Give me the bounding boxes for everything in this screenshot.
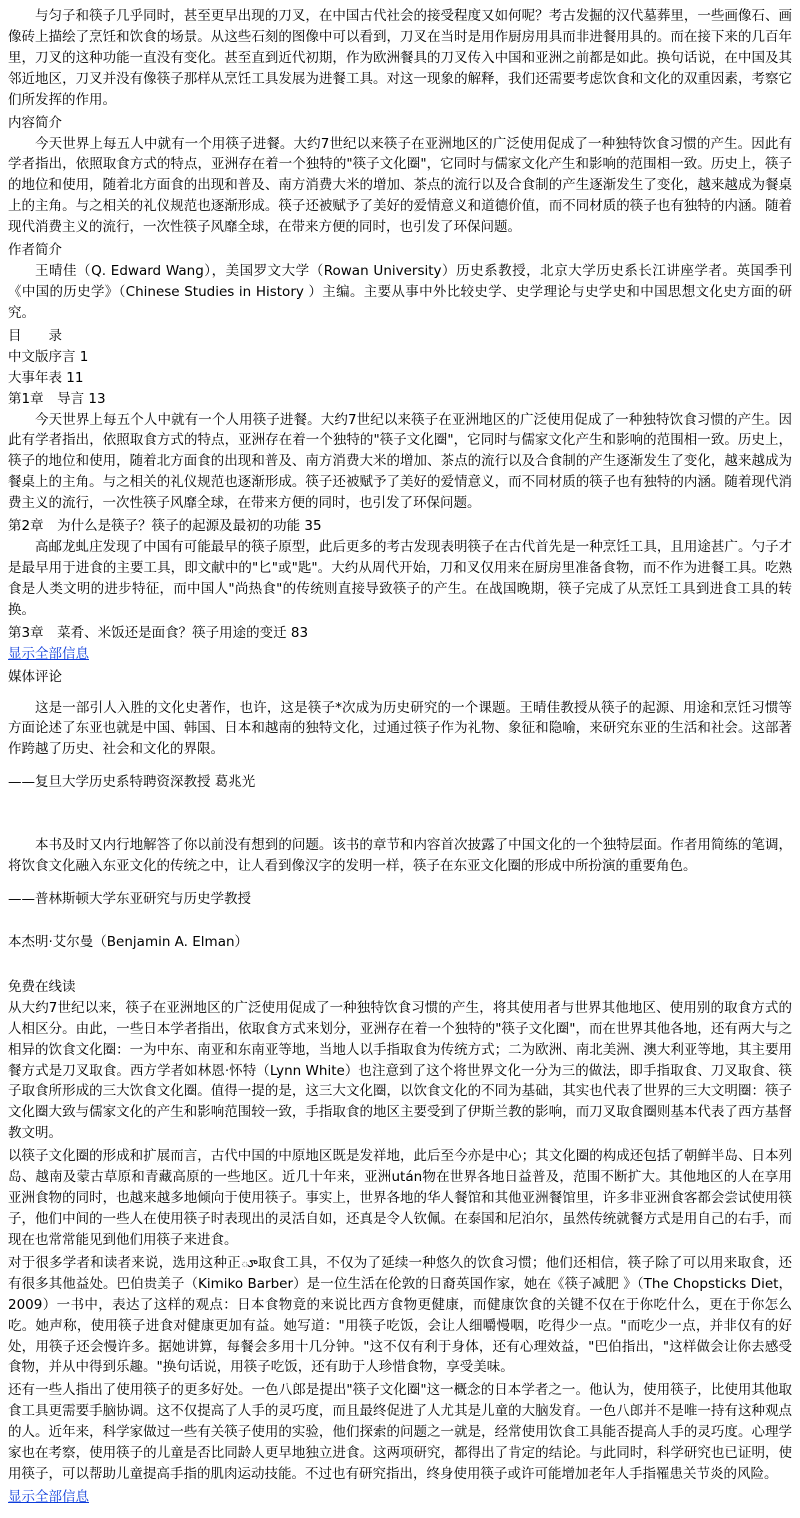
section-heading-content-intro: 内容简介 [8, 114, 62, 131]
spacer [8, 762, 792, 772]
media-review-attribution-2: ——普林斯顿大学东亚研究与历史学教授 [8, 891, 251, 908]
spacer [8, 910, 792, 932]
toc-entry-chapter-1: 第1章 导言 13 [8, 390, 106, 407]
free-read-paragraph-2: 以筷子文化圈的形成和扩展而言，古代中国的中原地区既是发祥地，此后至今亦是中心；其文化圈的构成还包括了朝鲜半岛、日本列岛、越南及蒙古草原和青藏高原的一些地区。近几十年来，亚洲után物在世界各地日益普及，范围不断扩大。其他地区的人在享用亚洲食物的同时，也越来越多地倾向于使用筷子。事实上，世界各地的华人餐馆和其他亚洲餐馆里，许多非亚洲食客都会尝试使用筷子，他们中间的一些人在使用筷子时表现出的灵活自如，还真是令人钦佩。在泰国和尼泊尔，虽然传统就餐方式是用自己的右手，而现在也常常能见到他们用筷子来进食。 [8, 1148, 792, 1248]
free-read-paragraph-3: 对于很多学者和读者来说，选用这种正ూ取食工具，不仅为了延续一种悠久的饮食习惯；他们还相信，筷子除了可以用来取食，还有很多其他益处。巴伯贵美子（Kimiko Barber）是一位生活在伦敦的日裔英国作家，她在《筷子减肥 》（The Chopsticks Diet，2009）一书中，表达了这样的观点：日本食物竟的来说比西方食物更健康，而健康饮食的关键不仅在于你吃什么，更在于你怎么吃。她声称，使用筷子进食对健康更加有益。她写道："用筷子吃饭，会让人细嚼慢咽，吃得少一点。"而吃少一点，并非仅有的好处，用筷子还会慢许多。据她讲算，每餐会多用十几分钟。"这不仅有利于身体，还有心理效益，"巴伯指出，"这样做会让你去感受食物，并从中得到乐趣。"换句话说，用筷子吃饭，还有助于人珍惜食物，享受美味。 [8, 1254, 792, 1376]
chapter-1-summary: 今天世界上每五个人中就有一个人用筷子进餐。大约7世纪以来筷子在亚洲地区的广泛使用促成了一种独特饮食习惯的产生。因此有学者指出，依照取食方式的特点，亚洲存在着一个独特的"筷子文化圈"，它同时与儒家文化产生和影响的范围相一致。历史上，筷子的地位和使用，随着北方面食的出现和普及、南方消费大米的增加、茶点的流行以及合食制的产生逐渐发生了变化，越来越成为餐桌上的主角。与之相关的礼仪规范也逐渐形成。筷子还被赋予了美好的爱情意义，而不同材质的筷子也有独特的内涵。随着现代消费主义的流行，一次性筷子风靡全球，在带来方便的同时，也引发了环保问题。 [8, 411, 792, 512]
media-review-attribution-2-name: 本杰明·艾尔曼（Benjamin A. Elman） [8, 933, 249, 950]
free-read-paragraph-1: 从大约7世纪以来，筷子在亚洲地区的广泛使用促成了一种独特饮食习惯的产生，将其使用者与世界其他地区、使用别的取食方式的人相区分。由此，一些日本学者指出，依取食方式来划分，亚洲存在着一个独特的"筷子文化圈"，而在世界其他各地，还有两大与之相异的饮食文化圈：一为中东、南亚和东南亚等地，当地人以手指取食为传统方式；二为欧洲、南北美洲、澳大利亚等地，其主要用餐方式是刀叉取食。西方学者如林恩·怀特（Lynn White）也注意到了这个将世界文化一分为三的做法，即手指取食、刀叉取食、筷子取食所形成的三大饮食文化圈。值得一提的是，这三大文化圈，以饮食文化的不同为基础，其实也代表了世界的三大文明圈：筷子文化圈大致与儒家文化的产生和影响范围较一致，手指取食的地区主要受到了伊斯兰教的影响，而刀叉取食圈则基本代表了西方基督教文明。 [8, 999, 792, 1142]
show-all-info-link-free-read[interactable]: 显示全部信息 [8, 1489, 89, 1505]
spacer [8, 953, 792, 975]
content-intro-paragraph: 今天世界上每五人中就有一个用筷子进餐。大约7世纪以来筷子在亚洲地区的广泛使用促成了一种独特饮食习惯的产生。因此有学者指出，依照取食方式的特点，亚洲存在着一个独特的"筷子文化圈"，它同时与儒家文化产生和影响的范围相一致。历史上，筷子的地位和使用，随着北方面食的出现和普及、南方消费大米的增加、茶点的流行以及合食制的产生逐渐发生了变化，越来越成为餐桌上的主角。与之相关的礼仪规范也逐渐形成。筷子还被赋予了美好的爱情意义和道德价值，而不同材质的筷子也有独特的内涵。随着现代消费主义的流行，一次性筷子风靡全球，在带来方便的同时，也引发了环保问题。 [8, 135, 792, 236]
spacer [8, 688, 792, 698]
chapter-2-summary: 高邮龙虬庄发现了中国有可能最早的筷子原型，此后更多的考古发现表明筷子在古代首先是一种烹饪工具，且用途甚广。勺子才是最早用于进食的主要工具，即文献中的"匕"或"匙"。大约从周代开始，刀和叉仅用来在厨房里准备食物，而不作为进餐工具。吃熟食是人类文明的进步特征，而中国人"尚热食"的传统则直接导致筷子的产生。在战国晚期，筷子完成了从烹饪工具到进食工具的转换。 [8, 539, 792, 618]
spacer [8, 879, 792, 889]
section-heading-author-intro: 作者简介 [8, 242, 62, 259]
toc-heading: 目 录 [8, 327, 62, 344]
toc-entry-chronology: 大事年表 11 [8, 369, 84, 386]
toc-entry-chapter-3: 第3章 菜肴、米饭还是面食？筷子用途的变迁 83 [8, 624, 309, 641]
media-review-paragraph-2: 本书及时又内行地解答了你以前没有想到的问题。该书的章节和内容首次披露了中国文化的一个独特层面。作者用简练的笔调，将饮食文化融入东亚文化的传统之中，让人看到像汉字的发明一样，筷子在东亚文化圈的形成中所扮演的重要角色。 [8, 837, 792, 875]
spacer [8, 793, 792, 835]
toc-entry-preface: 中文版序言 1 [8, 348, 89, 365]
free-read-paragraph-4: 还有一些人指出了使用筷子的更多好处。一色八郎是提出"筷子文化圈"这一概念的日本学者之一。他认为，使用筷子，比使用其他取食工具更需要手脑协调。这不仅提高了人手的灵巧度，而且最终促进了人尤其是儿童的大脑发育。一色八郎并不是唯一持有这种观点的人。近年来，科学家做过一些有关筷子使用的实验，他们探索的问题之一就是，经常使用饮食工具能否提高人手的灵巧度。心理学家也在考察，使用筷子的儿童是否比同龄人更早地独立进食。这两项研究，都得出了肯定的结论。与此同时，科学研究也已证明，使用筷子，可以帮助儿童提高手指的肌肉运动技能。不过也有研究指出，终身使用筷子或许可能增加老年人手指罹患关节炎的风险。 [8, 1382, 792, 1483]
author-intro-paragraph: 王晴佳（Q. Edward Wang），美国罗文大学（Rowan University）历史系教授，北京大学历史系长江讲座学者。英国季刊《中国的历史学》（Chinese Studies in History ）主编。主要从事中外比较史学、史学理论与史学史和中国思想文化史方面的研究。 [8, 263, 792, 321]
show-all-info-link-toc[interactable]: 显示全部信息 [8, 645, 89, 662]
section-heading-media-review: 媒体评论 [8, 668, 62, 685]
media-review-attribution-1: ——复旦大学历史系特聘资深教授 葛兆光 [8, 774, 256, 791]
toc-entry-chapter-2: 第2章 为什么是筷子？筷子的起源及最初的功能 35 [8, 518, 322, 535]
section-heading-free-read: 免费在线读 [8, 978, 76, 995]
intro-paragraph: 与匀子和筷子几乎同时，甚至更早出现的刀叉，在中国古代社会的接受程度又如何呢？考古发掘的汉代墓葬里，一些画像石、画像砖上描绘了烹饪和饮食的场景。从这些石刻的图像中可以看到，刀叉在当时是用作厨房用具而非进餐用具的。而在接下来的几百年里，刀叉的这种功能一直没有变化。甚至直到近代初期，作为欧洲餐具的刀叉传入中国和亚洲之前都是如此。换句话说，在中国及其邻近地区，刀叉并没有像筷子那样从烹饪工具发展为进餐工具。对这一现象的解释，我们还需要考虑饮食和文化的双重因素，考察它们所发挥的作用。 [8, 8, 792, 108]
media-review-paragraph-1: 这是一部引人入胜的文化史著作，也许，这是筷子*次成为历史研究的一个课题。王晴佳教授从筷子的起源、用途和烹饪习惯等方面论述了东亚也就是中国、韩国、日本和越南的独特文化，过通过筷子作为礼物、象征和隐喻，来研究东亚的生活和社会。这部著作跨越了历史、社会和文化的界限。 [8, 699, 792, 758]
